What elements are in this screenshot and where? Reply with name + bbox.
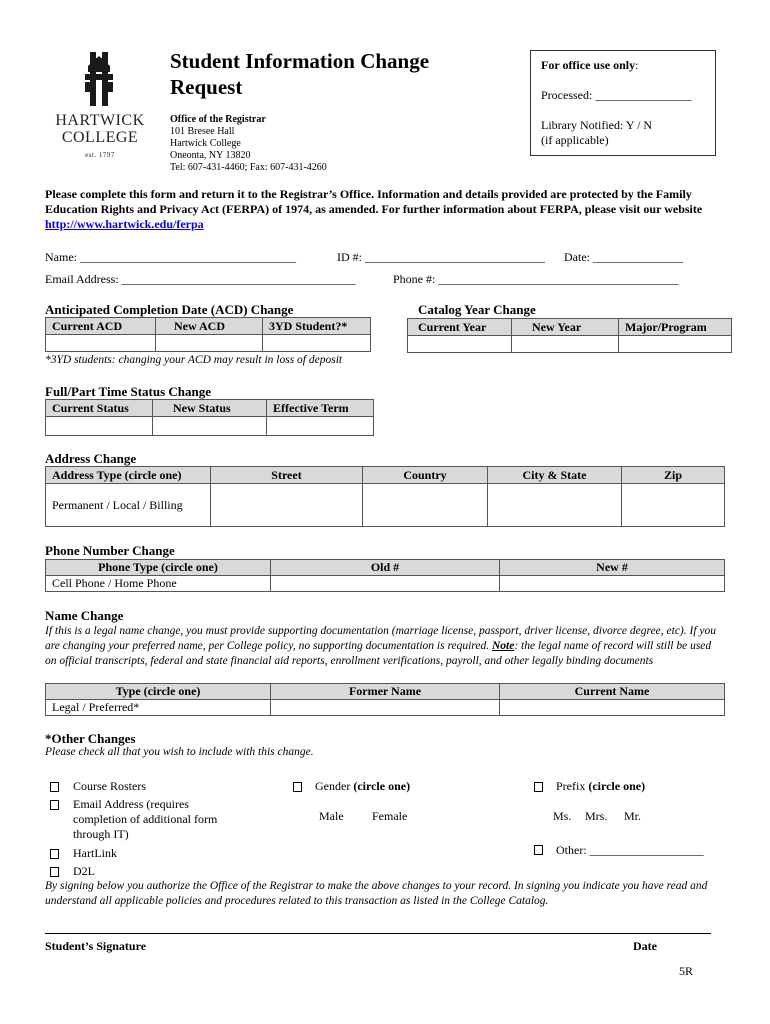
email-address-label xyxy=(73,797,217,842)
catalog-major-cell[interactable] xyxy=(619,336,732,353)
catalog-section-title: Catalog Year Change xyxy=(418,302,536,317)
prefix-mr-option[interactable]: Mr. xyxy=(624,809,642,823)
phone-header-old: Old # xyxy=(271,560,500,576)
form-code: 5R xyxy=(679,964,694,978)
name-header-former: Former Name xyxy=(271,684,500,700)
tower-logo-icon xyxy=(52,48,148,108)
gender-female-option[interactable]: Female xyxy=(372,809,408,823)
phone-table xyxy=(45,559,725,592)
other-changes-title: *Other Changes xyxy=(45,731,136,746)
prefix-circle-one: (circle one) xyxy=(588,779,646,793)
office-use-colon: : xyxy=(635,58,639,72)
logo-name-line1: HARTWICK xyxy=(55,112,145,129)
address-header-country: Country xyxy=(363,467,488,484)
address-street-cell[interactable] xyxy=(211,484,363,527)
office-use-box xyxy=(530,50,716,156)
name-change-section-title: Name Change xyxy=(45,608,124,623)
gender-circle-one: (circle one) xyxy=(353,779,411,793)
phone-fax: Tel: 607-431-4460; Fax: 607-431-4260 xyxy=(170,162,327,173)
phone-field[interactable]: Phone #: ________________________________________ xyxy=(393,272,679,286)
catalog-header-current: Current Year xyxy=(408,319,512,336)
address-line1: 101 Bresee Hall xyxy=(170,126,235,137)
hartlink-label: HartLink xyxy=(73,846,117,860)
name-former-cell[interactable] xyxy=(271,700,500,716)
registrar-address xyxy=(170,114,430,174)
name-change-instructions xyxy=(45,624,725,669)
acd-note: *3YD students: changing your ACD may result in loss of deposit xyxy=(45,354,343,366)
d2l-label: D2L xyxy=(73,864,95,878)
intro-text: Please complete this form and return it to the Registrar’s Office. Information and details provided are protected by the Family Education Rights and Privacy Act (FERPA) of 1974, as amended. For further information about FERPA, please visit our website xyxy=(45,187,703,216)
fullpart-term-cell[interactable] xyxy=(267,417,374,436)
address-section-title: Address Change xyxy=(45,451,137,466)
fullpart-header-new: New Status xyxy=(153,400,267,417)
intro-paragraph xyxy=(45,187,735,232)
fullpart-header-term: Effective Term xyxy=(267,400,374,417)
name-change-note-label: Note xyxy=(491,640,515,652)
gender-male-option[interactable]: Male xyxy=(319,809,344,823)
address-city-cell[interactable] xyxy=(488,484,622,527)
logo-est: est. 1797 xyxy=(85,151,115,159)
checkbox-icon[interactable] xyxy=(50,782,59,792)
checkbox-icon[interactable] xyxy=(50,800,59,810)
checkbox-hartlink[interactable] xyxy=(50,847,59,862)
email-label-line2: completion of additional form xyxy=(73,812,218,826)
prefix-ms-option[interactable]: Ms. xyxy=(553,809,572,823)
other-changes-subtitle: Please check all that you wish to include with this change. xyxy=(45,746,314,758)
fullpart-current-cell[interactable] xyxy=(46,417,153,436)
address-header-zip: Zip xyxy=(622,467,725,484)
phone-section-title: Phone Number Change xyxy=(45,543,175,558)
address-type-cell[interactable]: Permanent / Local / Billing xyxy=(46,484,211,527)
name-change-table xyxy=(45,683,725,716)
address-line2: Hartwick College xyxy=(170,138,241,149)
checkbox-icon[interactable] xyxy=(534,782,543,792)
prefix-label xyxy=(556,779,645,794)
other-field[interactable]: Other: ___________________ xyxy=(556,843,704,857)
checkbox-icon[interactable] xyxy=(50,867,59,877)
fullpart-table xyxy=(45,399,374,436)
address-header-city: City & State xyxy=(488,467,622,484)
address-zip-cell[interactable] xyxy=(622,484,725,527)
catalog-table xyxy=(407,318,732,353)
acd-3yd-cell[interactable] xyxy=(263,335,371,352)
phone-header-type: Phone Type (circle one) xyxy=(46,560,271,576)
if-applicable: (if applicable) xyxy=(541,133,609,147)
address-line3: Oneonta, NY 13820 xyxy=(170,150,251,161)
office-use-label: For office use only xyxy=(541,58,636,72)
id-field[interactable]: ID #: ______________________________ xyxy=(337,250,545,264)
address-header-type: Address Type (circle one) xyxy=(46,467,211,484)
gender-text: Gender xyxy=(315,779,354,793)
prefix-mrs-option[interactable]: Mrs. xyxy=(585,809,608,823)
checkbox-icon[interactable] xyxy=(293,782,302,792)
signature-date-label: Date xyxy=(633,939,657,953)
address-header-street: Street xyxy=(211,467,363,484)
email-field[interactable]: Email Address: _______________________________________ xyxy=(45,272,356,286)
checkbox-icon[interactable] xyxy=(534,845,543,855)
student-signature-label: Student’s Signature xyxy=(45,939,147,953)
name-type-cell[interactable]: Legal / Preferred* xyxy=(46,700,271,716)
email-label-line3: through IT) xyxy=(73,827,129,841)
address-country-cell[interactable] xyxy=(363,484,488,527)
checkbox-prefix[interactable] xyxy=(534,780,543,795)
checkbox-course-rosters[interactable] xyxy=(50,780,59,795)
phone-new-cell[interactable] xyxy=(500,576,725,592)
library-notified[interactable]: Library Notified: Y / N xyxy=(541,118,653,132)
catalog-header-new: New Year xyxy=(512,319,619,336)
checkbox-email-address[interactable] xyxy=(50,798,59,813)
name-header-current: Current Name xyxy=(500,684,725,700)
title-line1: Student Information Change xyxy=(170,49,430,73)
processed-field[interactable]: Processed: ________________ xyxy=(541,88,692,102)
acd-header-3yd: 3YD Student?* xyxy=(263,318,371,335)
signature-line[interactable] xyxy=(45,933,711,934)
acd-table xyxy=(45,317,371,352)
college-logo xyxy=(52,48,148,163)
signature-disclaimer: By signing below you authorize the Office of the Registrar to make the above changes to your record. In signing you indicate you have read and understand all applicable policies and procedures related to this transaction as listed in the College Catalog. xyxy=(45,880,708,907)
email-label-line1: Email Address (requires xyxy=(73,797,189,811)
name-change-text1: If this is a legal name change, you must provide supporting documentation (marriage license, passport, driver license, divorce degree, etc). If you are changing your preferred name, per College policy, no supporting documentation is required. xyxy=(45,625,717,652)
fullpart-new-cell[interactable] xyxy=(153,417,267,436)
name-header-type: Type (circle one) xyxy=(46,684,271,700)
phone-old-cell[interactable] xyxy=(271,576,500,592)
title-line2: Request xyxy=(170,75,243,99)
checkbox-gender[interactable] xyxy=(293,780,302,795)
catalog-header-major: Major/Program xyxy=(619,319,732,336)
checkbox-d2l[interactable] xyxy=(50,865,59,880)
fullpart-section-title: Full/Part Time Status Change xyxy=(45,384,212,399)
acd-current-cell[interactable] xyxy=(46,335,156,352)
page-title xyxy=(170,48,510,100)
catalog-new-cell[interactable] xyxy=(512,336,619,353)
address-table xyxy=(45,466,725,527)
acd-new-cell[interactable] xyxy=(156,335,263,352)
checkbox-other[interactable] xyxy=(534,843,543,858)
gender-label xyxy=(315,779,410,794)
prefix-text: Prefix xyxy=(556,779,589,793)
acd-section-title: Anticipated Completion Date (ACD) Change xyxy=(45,302,294,317)
phone-header-new: New # xyxy=(500,560,725,576)
name-field[interactable]: Name: ____________________________________ xyxy=(45,250,296,264)
ferpa-link[interactable]: http://www.hartwick.edu/ferpa xyxy=(45,217,204,231)
catalog-current-cell[interactable] xyxy=(408,336,512,353)
checkbox-icon[interactable] xyxy=(50,849,59,859)
acd-header-current: Current ACD xyxy=(46,318,156,335)
date-field[interactable]: Date: _______________ xyxy=(564,250,683,264)
office-name: Office of the Registrar xyxy=(170,114,266,125)
name-current-cell[interactable] xyxy=(500,700,725,716)
course-rosters-label: Course Rosters xyxy=(73,779,146,793)
acd-header-new: New ACD xyxy=(156,318,263,335)
name-change-text2: : the legal name of record will still be used on official transcripts, federal and state financial aid reports, enrollment verifications, payroll, and other legally binding documents xyxy=(45,640,712,667)
logo-name-line2: COLLEGE xyxy=(61,129,139,146)
fullpart-header-current: Current Status xyxy=(46,400,153,417)
phone-type-cell[interactable]: Cell Phone / Home Phone xyxy=(46,576,271,592)
